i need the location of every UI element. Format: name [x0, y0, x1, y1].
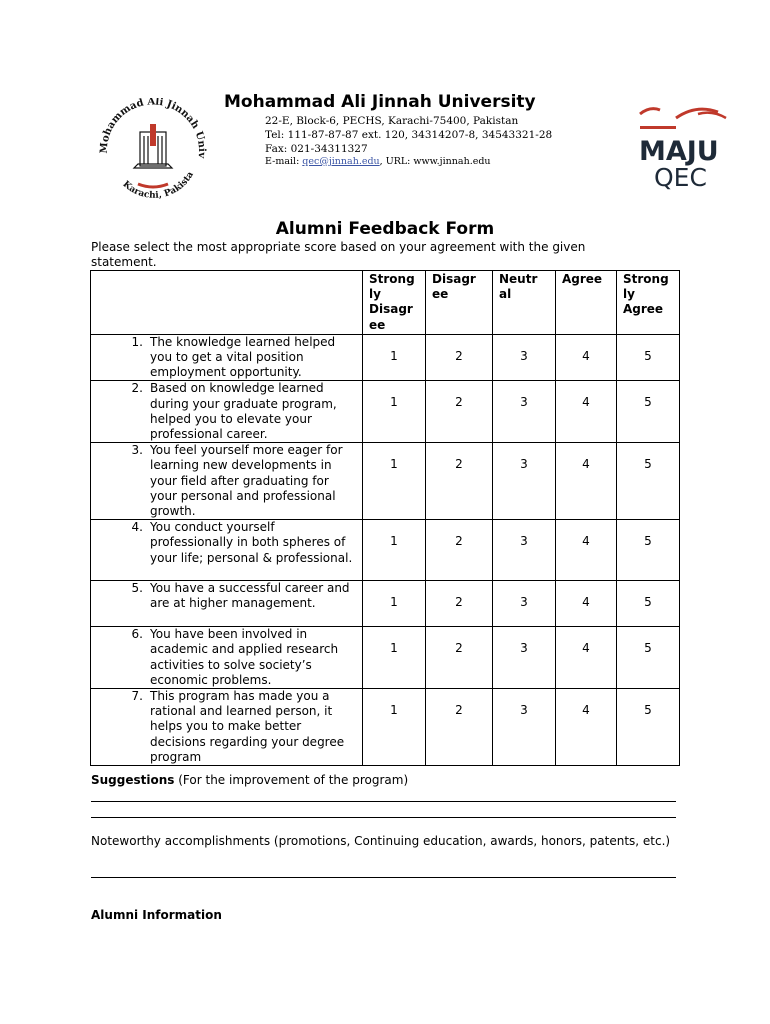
address-line: 22-E, Block-6, PECHS, Karachi-75400, Pakistan: [265, 115, 519, 127]
score-option[interactable]: 1: [363, 381, 426, 443]
question-text: You conduct yourself professionally in both spheres of your life; personal & professional.: [150, 520, 353, 565]
maju-qec-logo: [636, 104, 728, 194]
header-row: [91, 271, 680, 335]
score-option[interactable]: 2: [426, 520, 493, 581]
url-text: , URL: www.jinnah.edu: [379, 156, 491, 167]
score-option[interactable]: 5: [617, 689, 680, 766]
question-text: You have been involved in academic and applied research activities to solve society’s economic problems.: [150, 627, 339, 687]
noteworthy-label: Noteworthy accomplishments (promotions, Continuing education, awards, honors, patents, etc.): [91, 834, 671, 848]
suggestions-line[interactable]: [91, 817, 676, 818]
score-option[interactable]: 4: [556, 627, 617, 689]
statement-cell: [91, 443, 363, 520]
statement-cell: [91, 627, 363, 689]
score-option[interactable]: 3: [493, 443, 556, 520]
university-name: Mohammad Ali Jinnah University: [224, 92, 536, 112]
score-option[interactable]: 4: [556, 381, 617, 443]
question-row: [91, 581, 680, 627]
email-link[interactable]: qec@jinnah.edu: [302, 156, 380, 167]
question-number: 3.: [131, 443, 143, 458]
score-option[interactable]: 2: [426, 627, 493, 689]
question-text: You feel yourself more eager for learning new developments in your field after graduating for your personal and professional growth.: [150, 443, 343, 519]
score-option[interactable]: 3: [493, 689, 556, 766]
question-text: Based on knowledge learned during your graduate program, helped you to elevate your professional career.: [150, 381, 337, 442]
question-row: [91, 334, 680, 381]
svg-text:Karachi, Pakistan: Karachi, Pakista: [120, 170, 196, 201]
svg-text:MAJU: MAJU: [639, 136, 719, 167]
score-option[interactable]: 2: [426, 381, 493, 443]
score-option[interactable]: 1: [363, 581, 426, 627]
column-header: Agree: [556, 271, 617, 335]
form-instructions: Please select the most appropriate score based on your agreement with the given statement.: [91, 240, 586, 269]
question-row: [91, 627, 680, 689]
score-option[interactable]: 5: [617, 627, 680, 689]
column-header: Strong ly Disagr ee: [363, 271, 426, 335]
question-row: [91, 520, 680, 581]
svg-text:Mohammad Ali Jinnah University: Mohammad Ali Jinnah Univ: [98, 98, 208, 159]
score-option[interactable]: 2: [426, 689, 493, 766]
question-text: The knowledge learned helped you to get a vital position employment opportunity.: [150, 334, 336, 380]
score-option[interactable]: 3: [493, 520, 556, 581]
suggestions-line[interactable]: [91, 801, 676, 802]
statement-cell: [91, 689, 363, 766]
score-option[interactable]: 1: [363, 689, 426, 766]
statement-cell: [91, 334, 363, 381]
form-title: Alumni Feedback Form: [275, 219, 495, 239]
tel-line: Tel: 111-87-87-87 ext. 120, 34314207-8, 34543321-28: [265, 129, 553, 141]
score-option[interactable]: 5: [617, 334, 680, 381]
contact-line: [265, 156, 491, 167]
column-header: Strong ly Agree: [617, 271, 680, 335]
question-row: [91, 443, 680, 520]
column-header: Neutr al: [493, 271, 556, 335]
score-option[interactable]: 4: [556, 334, 617, 381]
question-number: 7.: [131, 689, 143, 704]
score-option[interactable]: 4: [556, 443, 617, 520]
score-option[interactable]: 4: [556, 520, 617, 581]
score-option[interactable]: 2: [426, 334, 493, 381]
score-option[interactable]: 5: [617, 443, 680, 520]
question-text: This program has made you a rational and learned person, it helps you to make better decisions regarding your degree program: [150, 689, 345, 764]
email-prefix: E-mail:: [265, 156, 303, 167]
score-option[interactable]: 5: [617, 581, 680, 627]
alumni-info-heading: Alumni Information: [91, 908, 222, 922]
question-number: 5.: [131, 581, 143, 596]
question-text: You have a successful career and are at higher management.: [150, 581, 350, 611]
suggestions-label: Suggestions (For the improvement of the program): [91, 773, 409, 787]
statement-cell: [91, 581, 363, 627]
question-row: [91, 381, 680, 443]
score-option[interactable]: 1: [363, 334, 426, 381]
question-number: 6.: [131, 627, 143, 642]
score-option[interactable]: 4: [556, 689, 617, 766]
question-number: 1.: [131, 334, 143, 349]
score-option[interactable]: 1: [363, 443, 426, 520]
column-header: Disagr ee: [426, 271, 493, 335]
statement-cell: [91, 381, 363, 443]
question-number: 4.: [131, 520, 143, 535]
score-option[interactable]: 3: [493, 627, 556, 689]
feedback-table: [90, 270, 680, 766]
score-option[interactable]: 4: [556, 581, 617, 627]
score-option[interactable]: 3: [493, 581, 556, 627]
noteworthy-line[interactable]: [91, 877, 676, 878]
university-seal: [94, 98, 212, 210]
statement-cell: [91, 520, 363, 581]
score-option[interactable]: 2: [426, 443, 493, 520]
fax-line: Fax: 021-34311327: [265, 143, 368, 155]
score-option[interactable]: 5: [617, 381, 680, 443]
score-option[interactable]: 5: [617, 520, 680, 581]
score-option[interactable]: 1: [363, 627, 426, 689]
score-option[interactable]: 3: [493, 334, 556, 381]
question-row: [91, 689, 680, 766]
statement-header: [91, 271, 363, 335]
score-option[interactable]: 1: [363, 520, 426, 581]
score-option[interactable]: 3: [493, 381, 556, 443]
score-option[interactable]: 2: [426, 581, 493, 627]
question-number: 2.: [131, 381, 143, 396]
svg-text:QEC: QEC: [654, 163, 707, 192]
